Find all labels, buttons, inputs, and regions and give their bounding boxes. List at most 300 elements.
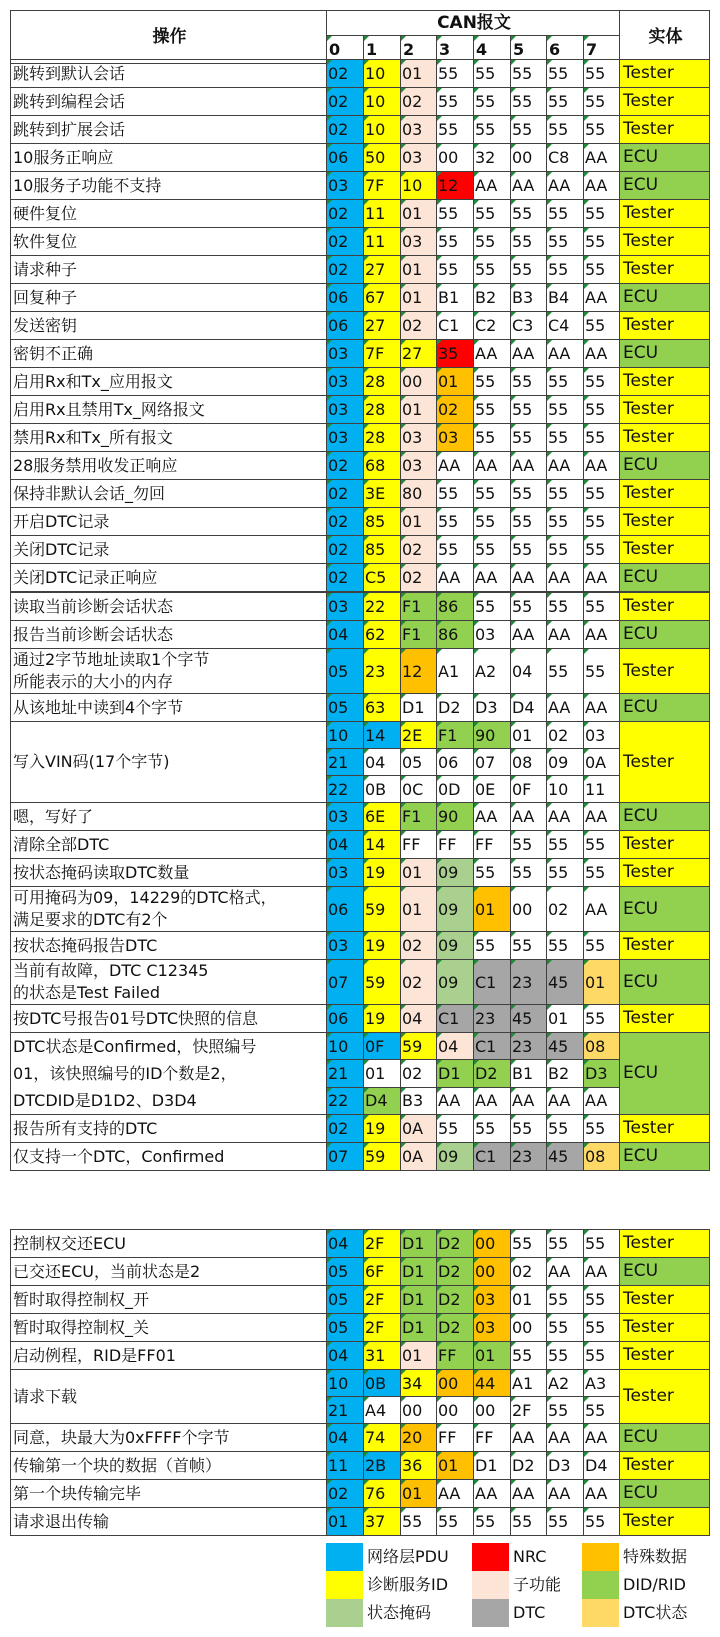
byte-cell-3: 09	[437, 859, 474, 887]
byte-cell-0: 03	[327, 396, 364, 424]
byte-index-7: 7	[584, 36, 620, 64]
byte-cell-3: 00	[437, 1397, 474, 1424]
table-row	[11, 621, 710, 649]
byte-cell-2: 10	[401, 172, 437, 200]
byte-cell-4: 90	[474, 722, 511, 749]
operation-cell: 清除全部DTC	[11, 831, 327, 859]
byte-cell-3: 35	[437, 340, 474, 368]
byte-cell-7: 11	[584, 776, 620, 803]
byte-cell-6: AA	[547, 1424, 584, 1452]
entity-cell: ECU	[620, 564, 710, 592]
byte-cell-1: 6E	[364, 803, 401, 831]
byte-cell-1: 2F	[364, 1286, 401, 1314]
byte-cell-5: 55	[511, 536, 547, 564]
operation-cell: 硬件复位	[11, 200, 327, 228]
byte-cell-2: D1	[401, 1258, 437, 1286]
entity-cell: Tester	[620, 536, 710, 564]
byte-cell-5: AA	[511, 621, 547, 649]
byte-cell-3: AA	[437, 564, 474, 592]
legend-label: 状态掩码	[367, 1603, 432, 1622]
byte-cell-7: 55	[584, 1342, 620, 1370]
byte-cell-2: D1	[401, 1286, 437, 1314]
legend-label: NRC	[513, 1547, 547, 1566]
entity-cell: Tester	[620, 1370, 710, 1424]
byte-cell-2: 0C	[401, 776, 437, 803]
byte-cell-2: 01	[401, 396, 437, 424]
byte-cell-2: 01	[401, 256, 437, 284]
byte-cell-3: D2	[437, 1286, 474, 1314]
byte-cell-0: 11	[327, 1452, 364, 1480]
operation-cell: 10服务正响应	[11, 144, 327, 172]
byte-cell-4: 55	[474, 256, 511, 284]
byte-cell-6: 55	[547, 649, 584, 694]
byte-cell-0: 21	[327, 1060, 364, 1087]
table-row	[11, 200, 710, 228]
byte-cell-5: 55	[511, 831, 547, 859]
byte-index-1: 1	[364, 36, 401, 64]
byte-cell-7: AA	[584, 1424, 620, 1452]
table-row	[11, 887, 710, 932]
entity-cell: ECU	[620, 452, 710, 480]
table-row	[11, 564, 710, 592]
byte-cell-5: 55	[511, 228, 547, 256]
table-row	[11, 722, 710, 749]
byte-cell-4: B2	[474, 284, 511, 312]
table-row	[11, 1143, 710, 1171]
byte-cell-5: 23	[511, 1143, 547, 1171]
byte-cell-7: 55	[584, 1005, 620, 1033]
entity-cell: ECU	[620, 1258, 710, 1286]
table-row	[11, 508, 710, 536]
byte-cell-4: 55	[474, 116, 511, 144]
byte-cell-4: 55	[474, 368, 511, 396]
byte-cell-3: 12	[437, 172, 474, 200]
byte-cell-3: 86	[437, 621, 474, 649]
byte-cell-1: 28	[364, 396, 401, 424]
byte-cell-4: 03	[474, 1314, 511, 1342]
entity-cell: Tester	[620, 368, 710, 396]
byte-cell-6: 02	[547, 722, 584, 749]
byte-cell-0: 06	[327, 887, 364, 932]
table-row	[11, 1342, 710, 1370]
byte-cell-0: 02	[327, 228, 364, 256]
byte-cell-5: 02	[511, 1258, 547, 1286]
byte-cell-0: 03	[327, 803, 364, 831]
operation-cell: 发送密钥	[11, 312, 327, 340]
byte-cell-5: AA	[511, 340, 547, 368]
operation-cell: 第一个块传输完毕	[11, 1480, 327, 1508]
table-row	[11, 60, 710, 88]
byte-cell-4: 55	[474, 60, 511, 88]
byte-cell-3: 55	[437, 256, 474, 284]
entity-cell: Tester	[620, 116, 710, 144]
byte-cell-7: 55	[584, 649, 620, 694]
byte-cell-3: 55	[437, 508, 474, 536]
byte-cell-4: 55	[474, 424, 511, 452]
entity-cell: ECU	[620, 1033, 710, 1115]
entity-cell: ECU	[620, 960, 710, 1005]
legend-label: 诊断服务ID	[367, 1575, 449, 1594]
byte-cell-3: 04	[437, 1033, 474, 1060]
byte-cell-1: 27	[364, 256, 401, 284]
byte-index-0: 0	[327, 36, 364, 64]
legend-swatch	[472, 1599, 509, 1627]
operation-cell: 启用Rx和Tx_应用报文	[11, 368, 327, 396]
byte-cell-3: 55	[437, 60, 474, 88]
byte-cell-1: C5	[364, 564, 401, 592]
byte-cell-2: 2E	[401, 722, 437, 749]
byte-cell-2: 36	[401, 1452, 437, 1480]
byte-cell-7: AA	[584, 340, 620, 368]
entity-cell: ECU	[620, 144, 710, 172]
byte-cell-2: 01	[401, 887, 437, 932]
byte-cell-3: 86	[437, 593, 474, 621]
table-row	[11, 1005, 710, 1033]
table-row	[11, 536, 710, 564]
entity-cell: ECU	[620, 621, 710, 649]
byte-cell-0: 02	[327, 452, 364, 480]
entity-cell: Tester	[620, 1314, 710, 1342]
byte-cell-0: 06	[327, 1005, 364, 1033]
byte-index-2: 2	[401, 36, 437, 64]
byte-cell-5: 55	[511, 424, 547, 452]
table-row	[11, 803, 710, 831]
byte-cell-4: 00	[474, 1258, 511, 1286]
byte-cell-3: 55	[437, 536, 474, 564]
byte-cell-6: 55	[547, 1230, 584, 1258]
table-row	[11, 593, 710, 621]
operation-cell: 关闭DTC记录正响应	[11, 564, 327, 592]
byte-cell-6: 55	[547, 1508, 584, 1536]
byte-cell-2: FF	[401, 831, 437, 859]
byte-cell-2: 20	[401, 1424, 437, 1452]
byte-cell-6: AA	[547, 564, 584, 592]
byte-cell-0: 03	[327, 368, 364, 396]
table-row	[11, 1508, 710, 1536]
legend-label: DTC	[513, 1603, 546, 1622]
operation-cell: 开启DTC记录	[11, 508, 327, 536]
byte-cell-6: 01	[547, 1005, 584, 1033]
byte-cell-4: AA	[474, 452, 511, 480]
operation-cell: 嗯，写好了	[11, 803, 327, 831]
byte-cell-6: A2	[547, 1370, 584, 1397]
operation-line: DTC状态是Confirmed，快照编号	[13, 1037, 257, 1056]
byte-cell-6: 55	[547, 368, 584, 396]
byte-cell-6: 55	[547, 480, 584, 508]
operation-cell: 跳转到编程会话	[11, 88, 327, 116]
byte-index-4: 4	[474, 36, 511, 64]
byte-cell-1: 50	[364, 144, 401, 172]
entity-cell: ECU	[620, 340, 710, 368]
operation-line: 可用掩码为09，14229的DTC格式，	[13, 888, 277, 907]
entity-cell: Tester	[620, 1005, 710, 1033]
table-row	[11, 1033, 710, 1060]
byte-cell-7: 55	[584, 932, 620, 960]
table-row	[11, 1480, 710, 1508]
byte-cell-1: 10	[364, 116, 401, 144]
can-message-table-header	[10, 10, 710, 64]
byte-cell-2: 01	[401, 1342, 437, 1370]
operation-cell: 从该地址中读到4个字节	[11, 694, 327, 722]
table-row	[11, 932, 710, 960]
byte-cell-7: 08	[584, 1143, 620, 1171]
byte-cell-7: 55	[584, 859, 620, 887]
operation-cell: 按状态掩码报告DTC	[11, 932, 327, 960]
byte-cell-6: 55	[547, 536, 584, 564]
byte-cell-7: AA	[584, 172, 620, 200]
byte-cell-6: 55	[547, 1115, 584, 1143]
table-row	[11, 368, 710, 396]
entity-cell: Tester	[620, 932, 710, 960]
byte-cell-1: 3E	[364, 480, 401, 508]
byte-cell-5: 00	[511, 1314, 547, 1342]
table-row	[11, 1370, 710, 1397]
byte-cell-6: C8	[547, 144, 584, 172]
byte-cell-0: 02	[327, 1115, 364, 1143]
byte-cell-6: AA	[547, 340, 584, 368]
byte-cell-0: 05	[327, 694, 364, 722]
byte-cell-4: 32	[474, 144, 511, 172]
entity-cell: ECU	[620, 1424, 710, 1452]
byte-cell-0: 03	[327, 340, 364, 368]
byte-cell-5: 55	[511, 1508, 547, 1536]
legend-swatch	[326, 1543, 363, 1571]
byte-cell-5: AA	[511, 452, 547, 480]
byte-cell-7: 55	[584, 424, 620, 452]
byte-cell-6: B4	[547, 284, 584, 312]
byte-cell-7: AA	[584, 1087, 620, 1114]
byte-cell-4: 0E	[474, 776, 511, 803]
byte-cell-1: 19	[364, 859, 401, 887]
byte-cell-2: 02	[401, 960, 437, 1005]
operation-line: 通过2字节地址读取1个字节	[13, 650, 210, 669]
byte-cell-3: 55	[437, 480, 474, 508]
byte-cell-6: D3	[547, 1452, 584, 1480]
byte-cell-1: 2B	[364, 1452, 401, 1480]
operation-cell: 关闭DTC记录	[11, 536, 327, 564]
byte-cell-5: 55	[511, 88, 547, 116]
byte-cell-0: 04	[327, 1424, 364, 1452]
byte-cell-5: 23	[511, 1033, 547, 1060]
byte-cell-4: 55	[474, 932, 511, 960]
byte-cell-5: 23	[511, 960, 547, 1005]
byte-cell-1: 2F	[364, 1230, 401, 1258]
byte-cell-6: AA	[547, 803, 584, 831]
byte-cell-7: 55	[584, 1115, 620, 1143]
operation-cell: 控制权交还ECU	[11, 1230, 327, 1258]
byte-cell-7: 55	[584, 480, 620, 508]
byte-cell-7: 55	[584, 1508, 620, 1536]
byte-cell-5: 55	[511, 200, 547, 228]
byte-cell-3: 03	[437, 424, 474, 452]
byte-cell-2: D1	[401, 694, 437, 722]
can-message-column-header: CAN报文	[327, 11, 620, 36]
byte-cell-5: 45	[511, 1005, 547, 1033]
byte-cell-5: D2	[511, 1452, 547, 1480]
byte-cell-5: B3	[511, 284, 547, 312]
operation-cell: 软件复位	[11, 228, 327, 256]
byte-cell-3: B1	[437, 284, 474, 312]
byte-cell-3: 0D	[437, 776, 474, 803]
byte-cell-1: 7F	[364, 340, 401, 368]
operation-cell	[11, 1033, 327, 1115]
entity-cell: Tester	[620, 722, 710, 803]
byte-cell-2: 01	[401, 284, 437, 312]
byte-cell-2: 03	[401, 424, 437, 452]
byte-cell-1: 23	[364, 649, 401, 694]
byte-cell-6: AA	[547, 172, 584, 200]
byte-cell-6: AA	[547, 621, 584, 649]
byte-cell-0: 10	[327, 1370, 364, 1397]
legend-label: 子功能	[513, 1575, 562, 1594]
byte-cell-1: 74	[364, 1424, 401, 1452]
byte-cell-6: 55	[547, 116, 584, 144]
byte-cell-4: C2	[474, 312, 511, 340]
byte-cell-3: 55	[437, 116, 474, 144]
section-1-table	[10, 59, 710, 592]
byte-cell-5: 55	[511, 1115, 547, 1143]
entity-cell: ECU	[620, 803, 710, 831]
operation-line: 的状态是Test Failed	[13, 983, 161, 1002]
byte-cell-3: 55	[437, 228, 474, 256]
byte-cell-2: 03	[401, 144, 437, 172]
table-row	[11, 960, 710, 1005]
byte-cell-1: 62	[364, 621, 401, 649]
operation-cell: 回复种子	[11, 284, 327, 312]
byte-cell-5: AA	[511, 1480, 547, 1508]
entity-cell: Tester	[620, 228, 710, 256]
byte-cell-7: 55	[584, 593, 620, 621]
byte-cell-4: 23	[474, 1005, 511, 1033]
byte-cell-2: 02	[401, 536, 437, 564]
entity-cell: Tester	[620, 859, 710, 887]
byte-cell-0: 03	[327, 932, 364, 960]
byte-cell-3: AA	[437, 1480, 474, 1508]
byte-cell-3: D2	[437, 1258, 474, 1286]
byte-cell-5: AA	[511, 1424, 547, 1452]
byte-cell-7: AA	[584, 887, 620, 932]
byte-cell-2: 02	[401, 88, 437, 116]
byte-cell-5: 08	[511, 749, 547, 776]
byte-index-3: 3	[437, 36, 474, 64]
byte-cell-6: 55	[547, 859, 584, 887]
byte-cell-3: 00	[437, 1370, 474, 1397]
byte-cell-2: 01	[401, 1480, 437, 1508]
byte-cell-2: 03	[401, 116, 437, 144]
byte-cell-1: 2F	[364, 1314, 401, 1342]
byte-cell-7: AA	[584, 284, 620, 312]
byte-cell-3: D2	[437, 694, 474, 722]
byte-cell-1: 28	[364, 368, 401, 396]
byte-cell-3: 55	[437, 88, 474, 116]
byte-cell-2: 00	[401, 1397, 437, 1424]
byte-cell-3: 01	[437, 1452, 474, 1480]
byte-cell-0: 02	[327, 200, 364, 228]
byte-cell-1: 67	[364, 284, 401, 312]
byte-cell-6: 45	[547, 960, 584, 1005]
byte-cell-4: AA	[474, 340, 511, 368]
byte-cell-7: 55	[584, 60, 620, 88]
operation-cell: 禁用Rx和Tx_所有报文	[11, 424, 327, 452]
byte-cell-1: 76	[364, 1480, 401, 1508]
byte-cell-5: AA	[511, 564, 547, 592]
table-row	[11, 1424, 710, 1452]
byte-cell-5: 04	[511, 649, 547, 694]
byte-cell-2: 01	[401, 200, 437, 228]
table-row	[11, 649, 710, 694]
byte-cell-5: 55	[511, 932, 547, 960]
byte-cell-4: 01	[474, 1342, 511, 1370]
byte-cell-5: 55	[511, 593, 547, 621]
byte-cell-7: AA	[584, 803, 620, 831]
byte-cell-5: B1	[511, 1060, 547, 1087]
byte-cell-0: 03	[327, 593, 364, 621]
byte-cell-1: 7F	[364, 172, 401, 200]
byte-cell-6: 55	[547, 88, 584, 116]
byte-cell-6: AA	[547, 1087, 584, 1114]
byte-cell-2: 03	[401, 452, 437, 480]
operation-cell: 读取当前诊断会话状态	[11, 593, 327, 621]
table-row	[11, 1258, 710, 1286]
operation-cell: 28服务禁用收发正响应	[11, 452, 327, 480]
table-row	[11, 831, 710, 859]
byte-cell-1: 59	[364, 960, 401, 1005]
table-row	[11, 144, 710, 172]
byte-cell-0: 10	[327, 1033, 364, 1060]
byte-cell-0: 10	[327, 722, 364, 749]
byte-cell-0: 02	[327, 480, 364, 508]
byte-cell-4: 55	[474, 228, 511, 256]
table-row	[11, 452, 710, 480]
byte-cell-5: 2F	[511, 1397, 547, 1424]
byte-cell-6: 55	[547, 1342, 584, 1370]
byte-cell-5: 55	[511, 256, 547, 284]
table-row	[11, 340, 710, 368]
operation-line: DTCDID是D1D2、D3D4	[13, 1091, 197, 1110]
byte-cell-6: C4	[547, 312, 584, 340]
byte-cell-0: 07	[327, 960, 364, 1005]
byte-cell-3: 55	[437, 200, 474, 228]
byte-cell-0: 03	[327, 424, 364, 452]
byte-cell-4: 55	[474, 1115, 511, 1143]
byte-cell-2: B3	[401, 1087, 437, 1114]
entity-cell: Tester	[620, 1342, 710, 1370]
byte-cell-4: 55	[474, 1508, 511, 1536]
section-2-table	[10, 592, 710, 1171]
entity-cell: Tester	[620, 1452, 710, 1480]
table-row	[11, 1230, 710, 1258]
byte-cell-4: 55	[474, 200, 511, 228]
byte-cell-7: 55	[584, 536, 620, 564]
byte-cell-5: A1	[511, 1370, 547, 1397]
byte-cell-3: C1	[437, 312, 474, 340]
byte-cell-0: 04	[327, 1342, 364, 1370]
byte-cell-0: 06	[327, 284, 364, 312]
byte-cell-3: 90	[437, 803, 474, 831]
byte-cell-1: 10	[364, 60, 401, 88]
byte-cell-2: D1	[401, 1314, 437, 1342]
byte-cell-7: 01	[584, 960, 620, 1005]
byte-cell-3: 09	[437, 960, 474, 1005]
byte-cell-5: 01	[511, 1286, 547, 1314]
operation-cell: 启动例程，RID是FF01	[11, 1342, 327, 1370]
byte-cell-1: 11	[364, 200, 401, 228]
byte-cell-6: 09	[547, 749, 584, 776]
byte-cell-2: 02	[401, 312, 437, 340]
byte-cell-0: 02	[327, 536, 364, 564]
byte-cell-0: 02	[327, 508, 364, 536]
table-row	[11, 256, 710, 284]
